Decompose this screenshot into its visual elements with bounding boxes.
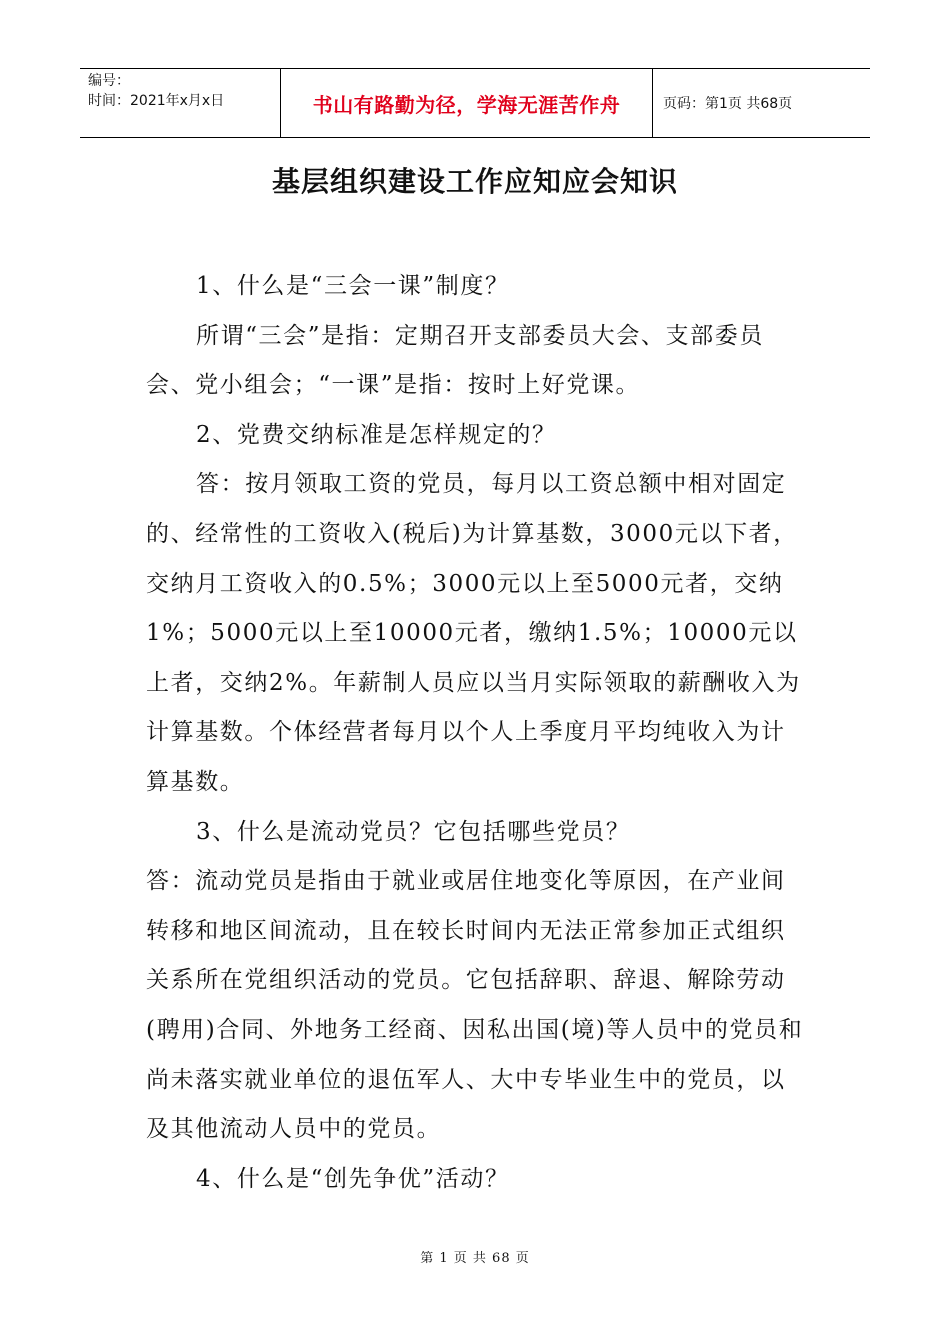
page-title: 基层组织建设工作应知应会知识 [271, 165, 678, 198]
time-label: 时间：2021年x月x日 [88, 93, 225, 109]
paragraph: 所谓“三会”是指：定期召开支部委员大会、支部委员会、党小组会；“一课”是指：按时上好党课。 [146, 322, 764, 399]
document-body [146, 262, 810, 1204]
paragraph: 1、什么是“三会一课”制度？ [196, 273, 510, 299]
document-header [80, 68, 870, 138]
paragraph: 2、党费交纳标准是怎样规定的？ [196, 421, 557, 448]
number-label: 编号： [88, 73, 130, 89]
paragraph: 答：流动党员是指由于就业或居住地变化等原因，在产业间转移和地区间流动，且在较长时间内无法正常参加正式组织关系所在党组织活动的党员。它包括辞职、辞退、解除劳动(聘用)合同、外地务工经商、因私出国(境)等人员中的党员和尚未落实就业单位的退伍军人、大中专毕业生中的党员，以及其他流动人员中的党员。 [146, 868, 804, 1143]
page-footer: 第 1 页 共 68 页 [420, 1251, 530, 1266]
paragraph: 4、什么是“创先争优”活动？ [196, 1165, 510, 1192]
header-page-info: 页码：第1页 共68页 [663, 96, 793, 112]
paragraph: 3、什么是流动党员？它包括哪些党员？ [196, 818, 631, 845]
paragraph: 答：按月领取工资的党员，每月以工资总额中相对固定的、经常性的工资收入(税后)为计算基数，3000元以下者，交纳月工资收入的0.5%；3000元以上至5000元者，交纳1%；5000元以上至10000元者，缴纳1.5%；10000元以上者，交纳2%。年薪制人员应以当月实际领取的薪酬收入为计算基数。个体经营者每月以个人上季度月平均纯收入为计算基数。 [146, 471, 801, 795]
header-meta [80, 69, 281, 137]
header-motto: 书山有路勤为径，学海无涯苦作舟 [281, 69, 653, 137]
